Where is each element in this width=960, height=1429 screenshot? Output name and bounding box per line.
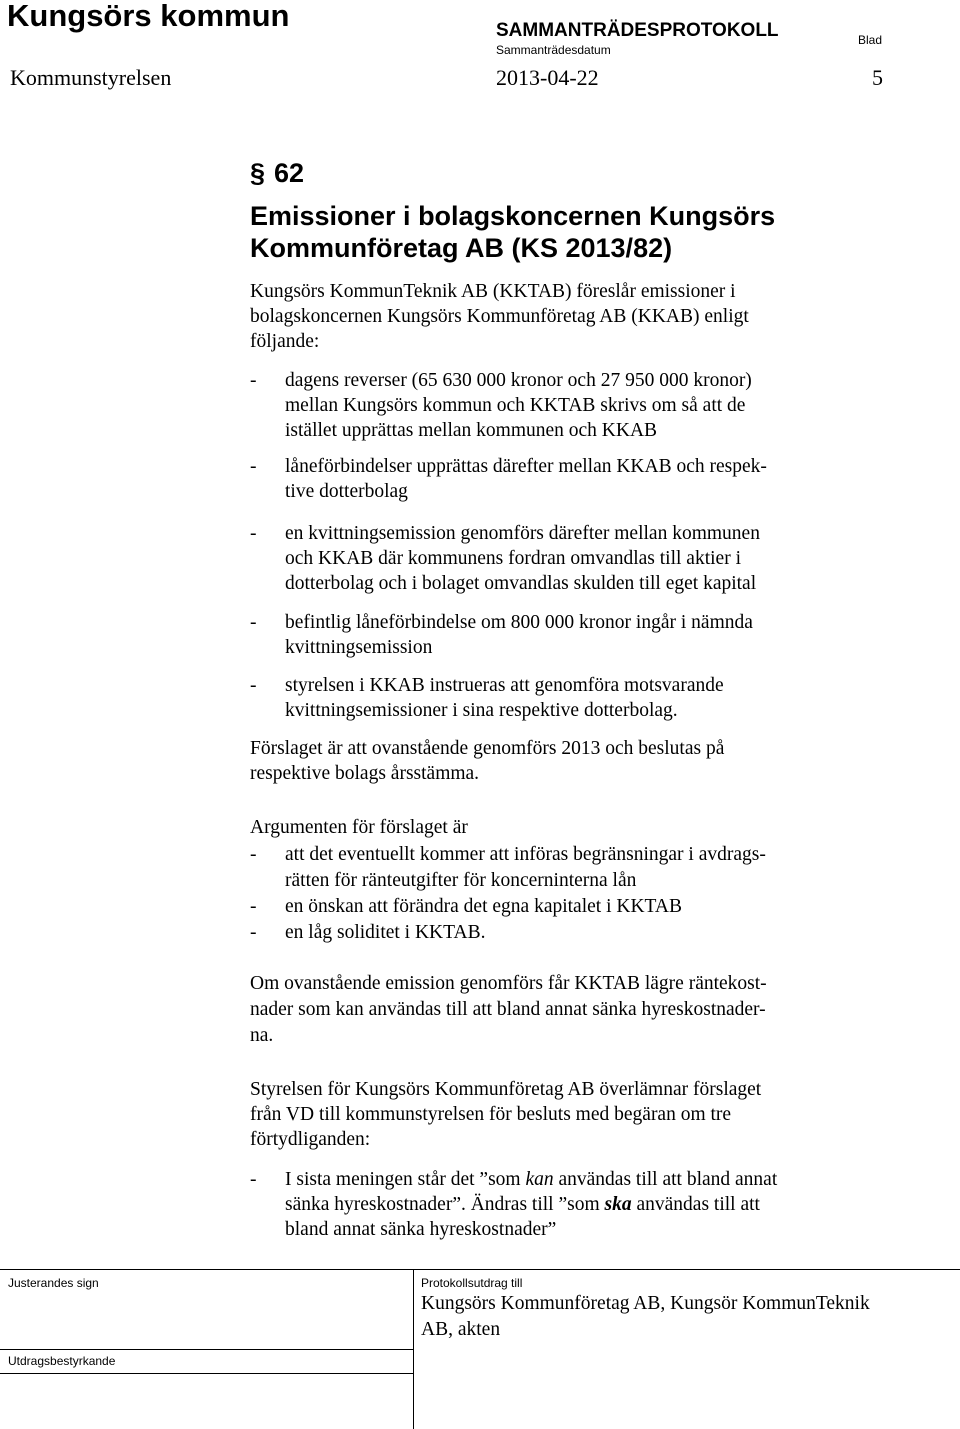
board-line: förtydliganden: (250, 1129, 371, 1150)
section-number: 62 (274, 158, 305, 188)
bullet-line: och KKAB där kommunens fordran omvandlas till aktier i (285, 548, 741, 569)
bullet-line: kvittningsemissioner i sina respektive dotterbolag. (285, 700, 678, 721)
body-name: Kommunstyrelsen (10, 65, 172, 90)
effect-line: Om ovanstående emission genomförs får KKTAB lägre räntekost- (250, 973, 767, 994)
arguments-heading: Argumenten för förslaget är (250, 817, 468, 838)
bullet-line: dotterbolag och i bolaget omvandlas skulden till eget kapital (285, 573, 757, 594)
board-line: från VD till kommunstyrelsen för besluts med begäran om tre (250, 1104, 732, 1125)
effect-line: nader som kan användas till att bland annat sänka hyreskostnader- (250, 999, 766, 1020)
argument-line: en önskan att förändra det egna kapitalet i KKTAB (285, 896, 682, 917)
page-number: 5 (872, 65, 883, 90)
clarification-text: användas till att (631, 1194, 760, 1215)
section-symbol: § (250, 158, 266, 188)
footer-top-rule (0, 1269, 960, 1270)
sign-label: Justerandes sign (8, 1276, 99, 1290)
page-label: Blad (858, 33, 883, 47)
argument-dash: - (250, 844, 257, 865)
clarification-line (285, 1194, 760, 1216)
clarification-emphasis: ska (604, 1194, 632, 1215)
argument-dash: - (250, 896, 257, 917)
bullet-line: styrelsen i KKAB instrueras att genomföra motsvarande (285, 675, 724, 696)
bullet-line: mellan Kungsörs kommun och KKTAB skrivs om så att de (285, 395, 746, 416)
section-title-line: Kommunföretag AB (KS 2013/82) (250, 233, 673, 263)
clarification-text: användas till att bland annat (553, 1169, 778, 1190)
clarification-line (285, 1169, 777, 1191)
bullet-dash: - (250, 612, 257, 633)
bullet-line: tive dotterbolag (285, 481, 408, 502)
bullet-line: en kvittningsemission genomförs därefter mellan kommunen (285, 523, 760, 544)
argument-line: rätten för ränteutgifter för koncerninterna lån (285, 870, 637, 891)
clarification-emphasis: kan (525, 1169, 554, 1190)
argument-line: en låg soliditet i KKTAB. (285, 922, 486, 943)
clarification-dash: - (250, 1169, 257, 1190)
argument-line: att det eventuellt kommer att införas begränsningar i avdrags- (285, 844, 766, 865)
recipients-line: AB, akten (421, 1319, 501, 1340)
clarification-text: sänka hyreskostnader”. Ändras till ”som (285, 1194, 605, 1215)
proposal-line: Förslaget är att ovanstående genomförs 2013 och beslutas på (250, 738, 725, 759)
bullet-line: låneförbindelser upprättas därefter mellan KKAB och respek- (285, 456, 767, 477)
intro-line: följande: (250, 331, 320, 352)
bullet-dash: - (250, 675, 257, 696)
extract-label: Protokollsutdrag till (421, 1276, 523, 1290)
footer-middle-rule (0, 1349, 413, 1350)
meeting-date-label: Sammanträdesdatum (496, 43, 611, 57)
section-title-line: Emissioner i bolagskoncernen Kungsörs (250, 201, 776, 231)
footer-bottom-rule (0, 1373, 413, 1374)
bullet-dash: - (250, 370, 257, 391)
intro-line: Kungsörs KommunTeknik AB (KKTAB) föreslår emissioner i (250, 281, 736, 302)
bullet-dash: - (250, 523, 257, 544)
recipients-line: Kungsörs Kommunföretag AB, Kungsör KommunTeknik (421, 1293, 870, 1314)
footer-divider (413, 1269, 414, 1429)
clarification-line: bland annat sänka hyreskostnader” (285, 1219, 557, 1240)
bullet-line: befintlig låneförbindelse om 800 000 kronor ingår i nämnda (285, 612, 753, 633)
bullet-line: istället upprättas mellan kommunen och KKAB (285, 420, 658, 441)
organization-name: Kungsörs kommun (7, 0, 290, 33)
board-line: Styrelsen för Kungsörs Kommunföretag AB överlämnar förslaget (250, 1079, 762, 1100)
bullet-line: kvittningsemission (285, 637, 433, 658)
argument-dash: - (250, 922, 257, 943)
meeting-date: 2013-04-22 (496, 65, 599, 90)
bullet-line: dagens reverser (65 630 000 kronor och 27 950 000 kronor) (285, 370, 752, 391)
intro-line: bolagskoncernen Kungsörs Kommunföretag AB (KKAB) enligt (250, 306, 749, 327)
proposal-line: respektive bolags årsstämma. (250, 763, 480, 784)
effect-line: na. (250, 1025, 274, 1046)
document-type: SAMMANTRÄDESPROTOKOLL (496, 20, 779, 41)
certified-label: Utdragsbestyrkande (8, 1354, 116, 1368)
clarification-text: I sista meningen står det ”som (285, 1169, 526, 1190)
bullet-dash: - (250, 456, 257, 477)
